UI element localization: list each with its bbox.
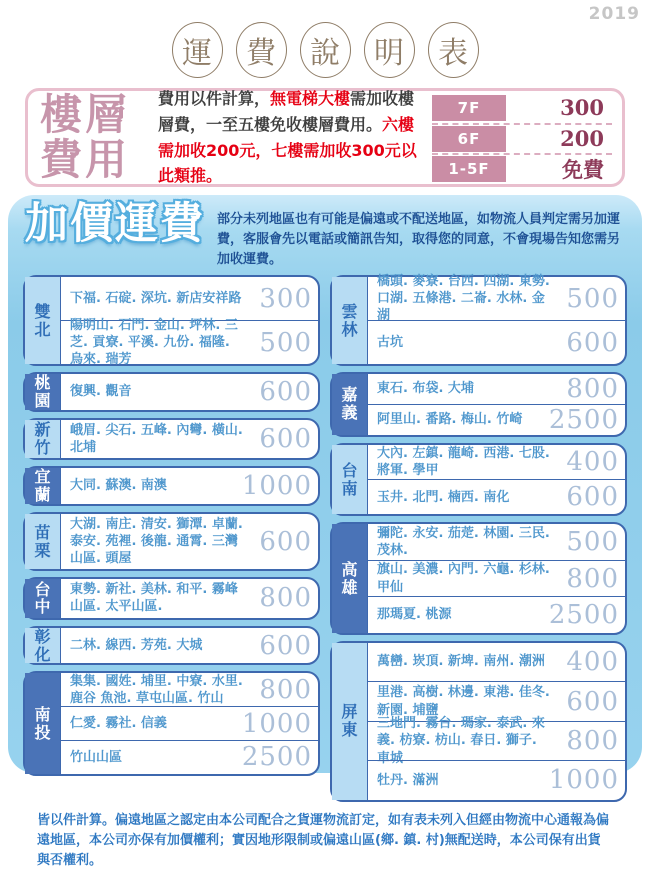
surcharge-note: 部分未列地區也有可能是偏遠或不配送地區，如物流人員判定需另加運費，客服會先以電話或簡訊告知，取得您的同意，不會現場告知您需另加收運費。 xyxy=(217,212,621,268)
area-list: 復興. 觀音 xyxy=(70,384,132,400)
region-label-char: 台 xyxy=(341,460,358,480)
fee-row xyxy=(368,320,625,364)
region-card xyxy=(330,275,627,365)
region-rows xyxy=(368,524,625,633)
region-label-char: 雲 xyxy=(341,301,358,321)
region-card xyxy=(23,275,320,368)
floor-heading-line: 樓層 xyxy=(40,89,131,139)
fee-value: 400 xyxy=(566,446,619,477)
region-card xyxy=(23,626,320,666)
area-list: 下福. 石碇. 深坑. 新店安祥路 xyxy=(70,291,242,307)
fees-grid xyxy=(23,275,627,801)
fee-row xyxy=(61,706,318,740)
fee-value: 500 xyxy=(566,526,619,557)
region-rows xyxy=(61,673,318,773)
region-label xyxy=(332,374,368,435)
fee-value: 2500 xyxy=(548,404,619,435)
area-list: 集集. 國姓. 埔里. 中寮. 水里. 鹿谷 魚池. 草屯山區. 竹山 xyxy=(70,673,243,706)
region-label-char: 新 xyxy=(34,419,51,439)
floor-heading-line: 費用 xyxy=(40,134,131,184)
fee-value: 800 xyxy=(566,725,619,756)
region-card xyxy=(23,466,320,506)
region-rows xyxy=(368,374,625,435)
area-list: 萬巒. 崁頂. 新埤. 南州. 潮洲 xyxy=(377,654,545,670)
fee-row xyxy=(368,404,625,435)
fee-value: 1000 xyxy=(241,470,312,501)
region-rows xyxy=(368,274,625,363)
area-list: 彌陀. 永安. 茄萣. 林園. 三民. 茂林. xyxy=(377,525,550,558)
region-rows xyxy=(61,514,318,569)
fee-row xyxy=(368,760,625,799)
year-label: 2019 xyxy=(588,4,640,24)
region-label-char: 園 xyxy=(34,390,51,410)
region-label xyxy=(25,468,61,504)
region-card xyxy=(330,372,627,437)
floor-fee-description xyxy=(158,86,432,190)
fee-value: 1000 xyxy=(241,708,312,739)
title-char: 運 xyxy=(172,22,223,78)
tier-row xyxy=(432,93,612,123)
tier-floor-badge: 1-5F xyxy=(432,156,506,182)
floor-tier-table xyxy=(432,93,612,183)
region-card xyxy=(23,418,320,460)
fee-value: 800 xyxy=(259,674,312,705)
fee-row xyxy=(61,468,318,504)
region-card xyxy=(330,522,627,635)
region-label-char: 雄 xyxy=(341,577,358,597)
region-label-char: 林 xyxy=(341,319,358,339)
region-label-char: 南 xyxy=(341,478,358,498)
region-label-char: 蘭 xyxy=(34,484,51,504)
region-card xyxy=(23,512,320,571)
floor-fee-box xyxy=(25,88,625,187)
region-label xyxy=(332,445,368,514)
region-label-char: 北 xyxy=(34,319,51,339)
fee-value: 400 xyxy=(566,647,619,678)
fee-value: 500 xyxy=(259,327,312,358)
region-rows xyxy=(368,445,625,514)
area-list: 東勢. 新社. 美林. 和平. 霧峰山區. 太平山區. xyxy=(70,582,238,615)
area-list: 仁愛. 霧社. 信義 xyxy=(70,715,167,731)
region-label-char: 化 xyxy=(34,644,51,664)
region-label-char: 苗 xyxy=(34,522,51,542)
fees-column-left xyxy=(23,275,320,801)
footer-note: 皆以件計算。偏遠地區之認定由本公司配合之貨運物流訂定，如有表未列入但經由物流中心通報為偏遠地區，本公司亦保有加價權利；實因地形限制或偏遠山區(鄉. 鎮. 村)無配送時，本公司保有出貨與否權利。 xyxy=(37,812,610,868)
region-label-char: 中 xyxy=(34,597,51,617)
fee-value: 600 xyxy=(259,376,312,407)
area-list: 峨眉. 尖石. 五峰. 內彎. 橫山. 北埔 xyxy=(70,422,243,455)
area-list: 阿里山. 番路. 梅山. 竹崎 xyxy=(377,412,523,428)
fee-row xyxy=(368,479,625,514)
area-list: 橋頭. 麥寮. 台西. 四湖. 東勢. 口湖. 五條港. 二崙. 水林. 金湖 xyxy=(377,274,550,324)
fee-row xyxy=(61,628,318,664)
region-card xyxy=(23,372,320,412)
fee-value: 600 xyxy=(566,327,619,358)
tier-row xyxy=(432,123,612,153)
region-label-char: 南 xyxy=(34,704,51,724)
area-list: 玉井. 北門. 楠西. 南化 xyxy=(377,489,510,505)
region-label xyxy=(25,420,61,458)
region-label xyxy=(25,579,61,617)
fee-row xyxy=(368,716,625,766)
area-list: 東石. 布袋. 大埔 xyxy=(377,381,474,397)
region-card xyxy=(330,641,627,802)
tier-floor-badge: 7F xyxy=(432,95,506,121)
area-list: 大湖. 南庄. 清安. 獅潭. 卓蘭. 泰安. 苑裡. 後龍. 通霄. 三灣山區. 頭屋 xyxy=(70,516,243,567)
tier-fee-value: 300 xyxy=(560,95,604,120)
fee-value: 600 xyxy=(259,630,312,661)
title-char: 說 xyxy=(300,22,351,78)
fee-row xyxy=(368,274,625,324)
fee-row xyxy=(368,524,625,560)
title-char: 明 xyxy=(364,22,415,78)
tier-fee-value: 免費 xyxy=(562,156,604,182)
floor-fee-heading xyxy=(40,89,158,184)
tier-row xyxy=(432,153,612,183)
fee-value: 600 xyxy=(566,686,619,717)
fee-row xyxy=(368,560,625,597)
fee-value: 800 xyxy=(566,563,619,594)
region-label-char: 高 xyxy=(341,559,358,579)
region-label xyxy=(332,643,368,800)
region-rows xyxy=(61,277,318,368)
fee-row xyxy=(61,514,318,569)
region-label-char: 彰 xyxy=(34,626,51,646)
fee-value: 600 xyxy=(259,526,312,557)
region-label-char: 東 xyxy=(341,720,358,740)
surcharge-banner xyxy=(23,200,627,275)
area-list: 陽明山. 石門. 金山. 坪林. 三芝. 貢寮. 平溪. 九份. 福隆. 烏來. 瑞芳 xyxy=(70,317,238,368)
tier-fee-value: 200 xyxy=(560,126,604,151)
area-list: 牡丹. 滿洲 xyxy=(377,772,439,788)
floor-desc-text: 需加收樓層費，一至五樓免收樓層費用。 xyxy=(158,88,415,134)
region-rows xyxy=(61,468,318,504)
region-label xyxy=(332,524,368,633)
fee-value: 600 xyxy=(259,423,312,454)
area-list: 三地門. 霧台. 瑪家. 泰武. 來義. 枋寮. 枋山. 春日. 獅子. 車城 xyxy=(377,716,545,766)
region-card xyxy=(23,577,320,619)
region-card xyxy=(330,443,627,516)
page-title xyxy=(0,0,650,78)
title-char: 表 xyxy=(428,22,479,78)
region-card xyxy=(23,671,320,775)
region-label xyxy=(25,514,61,569)
fee-row xyxy=(61,420,318,458)
region-label-char: 義 xyxy=(341,403,358,423)
fee-value: 2500 xyxy=(241,742,312,773)
tier-floor-badge: 6F xyxy=(432,126,506,152)
region-label-char: 屏 xyxy=(341,702,358,722)
fee-value: 2500 xyxy=(548,600,619,631)
area-list: 那瑪夏. 桃源 xyxy=(377,607,452,623)
region-rows xyxy=(61,374,318,410)
region-label xyxy=(332,277,368,363)
fee-value: 300 xyxy=(259,283,312,314)
fee-row xyxy=(61,740,318,774)
fee-row xyxy=(61,579,318,617)
title-char: 費 xyxy=(236,22,287,78)
area-list: 竹山山區 xyxy=(70,749,123,765)
fee-row xyxy=(368,643,625,681)
fee-row xyxy=(61,673,318,706)
region-label xyxy=(25,277,61,363)
floor-desc-emphasis: 六樓需加收200元，七樓需加收300元以此類推。 xyxy=(158,114,417,186)
fee-row xyxy=(61,374,318,410)
region-label-char: 投 xyxy=(34,722,51,742)
region-label-char: 台 xyxy=(34,579,51,599)
area-list: 大同. 蘇澳. 南澳 xyxy=(70,478,167,494)
region-rows xyxy=(368,643,625,800)
fee-value: 600 xyxy=(566,482,619,513)
surcharge-title: 加價運費 xyxy=(25,199,205,249)
area-list: 旗山. 美濃. 內門. 六龜. 杉林. 甲仙 xyxy=(377,562,550,595)
area-list: 里港. 高樹. 林邊. 東港. 佳冬. 新園. 埔鹽 xyxy=(377,685,550,718)
region-label-char: 嘉 xyxy=(341,385,358,405)
region-rows xyxy=(61,579,318,617)
region-label-char: 竹 xyxy=(34,437,51,457)
region-label xyxy=(25,374,61,410)
fee-value: 500 xyxy=(566,283,619,314)
area-list: 大內. 左鎮. 龍崎. 西港. 七股. 將軍. 學甲 xyxy=(377,445,550,478)
region-label-char: 宜 xyxy=(34,467,51,487)
floor-desc-emphasis: 無電梯大樓 xyxy=(270,88,351,108)
region-rows xyxy=(61,628,318,664)
fee-row xyxy=(368,596,625,633)
fee-row xyxy=(368,374,625,404)
fee-value: 1000 xyxy=(548,765,619,796)
region-rows xyxy=(61,420,318,458)
region-label-char: 雙 xyxy=(34,301,51,321)
fee-value: 800 xyxy=(259,583,312,614)
region-label xyxy=(25,673,61,773)
region-label-char: 栗 xyxy=(34,540,51,560)
fees-column-right xyxy=(330,275,627,801)
fee-value: 800 xyxy=(566,373,619,404)
area-list: 古坑 xyxy=(377,334,404,350)
region-label xyxy=(25,628,61,664)
surcharge-section xyxy=(8,195,642,868)
floor-desc-text: 費用以件計算， xyxy=(158,88,271,108)
fee-row xyxy=(368,445,625,479)
fee-row xyxy=(61,277,318,320)
fee-row xyxy=(61,317,318,368)
area-list: 二林. 線西. 芳苑. 大城 xyxy=(70,637,203,653)
region-label-char: 桃 xyxy=(34,372,51,392)
